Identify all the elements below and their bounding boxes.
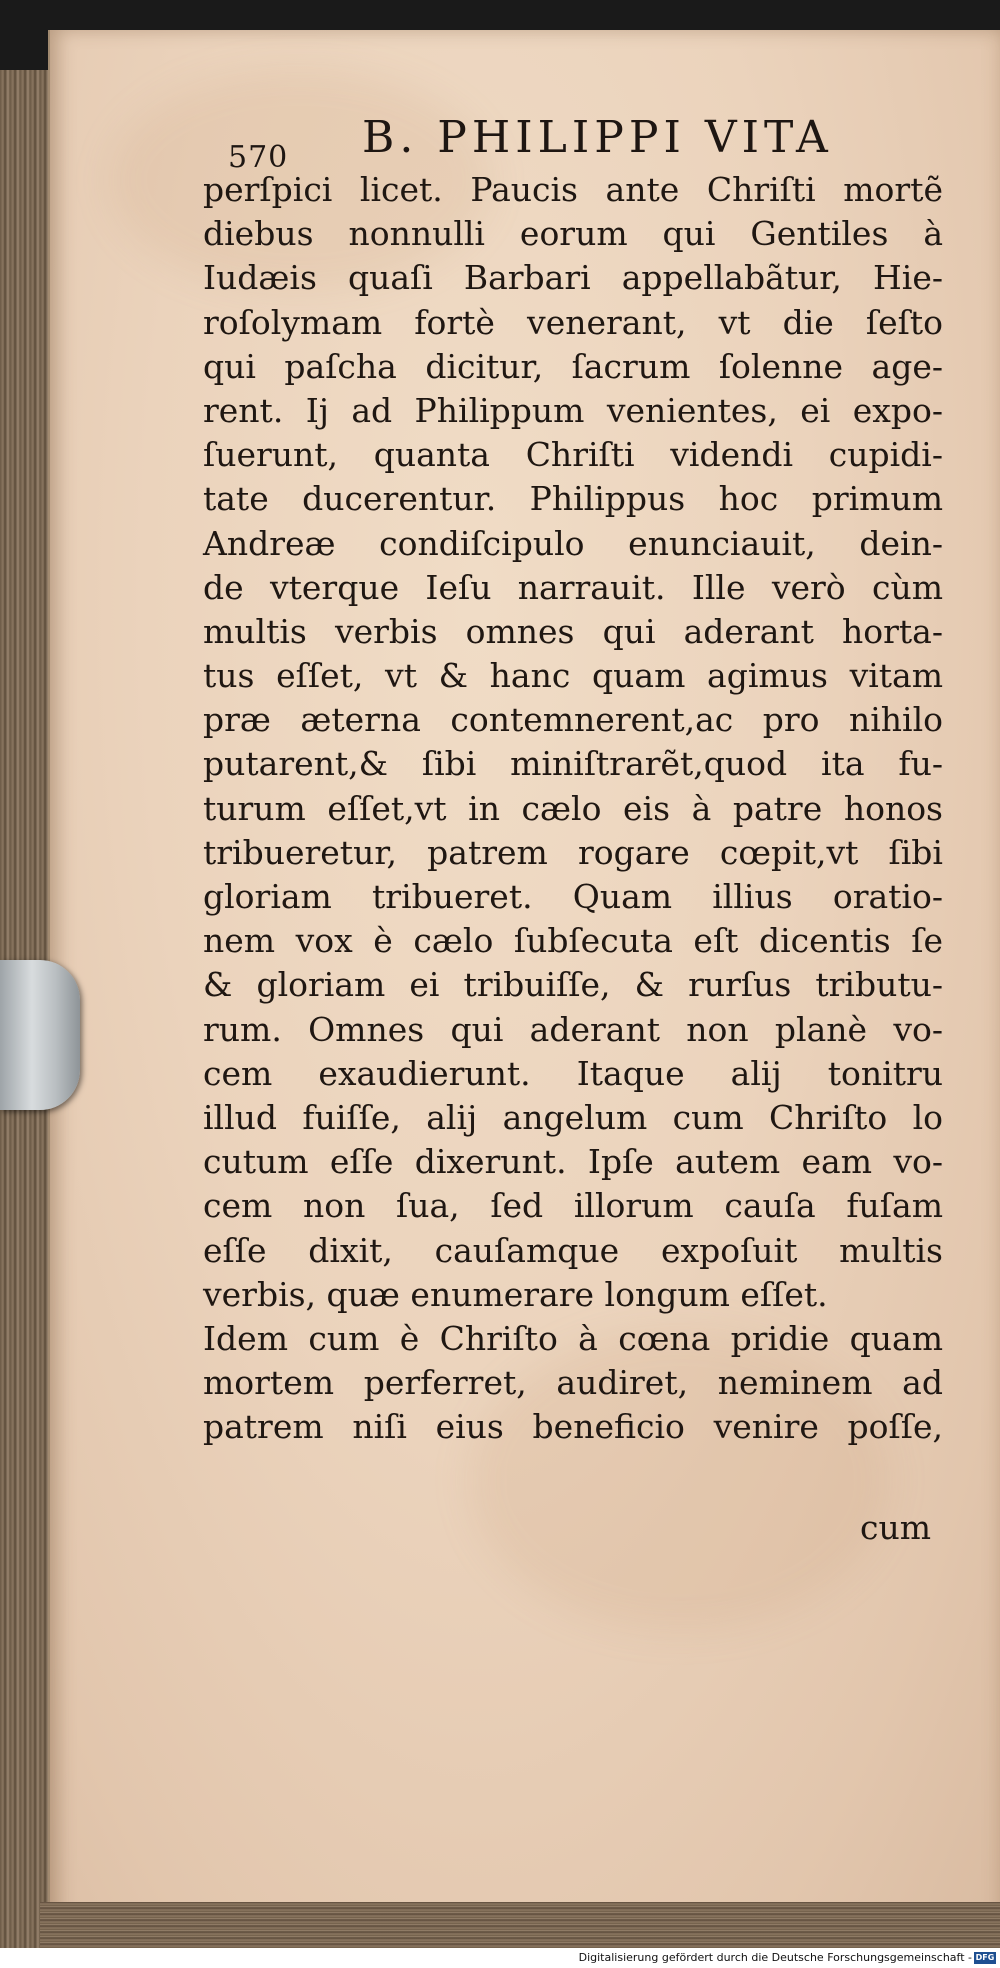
text-line: ſuerunt, quanta Chriſti videndi cupidi- [203, 435, 943, 475]
text-line: tate ducerentur. Philippus hoc primum [203, 479, 943, 519]
book-bottom-edge [40, 1902, 1000, 1948]
text-line: Andreæ condiſcipulo enunciauit, dein- [203, 523, 943, 563]
text-line: rent. Ij ad Philippum venientes, ei expo- [203, 390, 943, 430]
running-title: B. PHILIPPI VITA [362, 112, 833, 163]
dfg-logo-icon: DFG [975, 1953, 995, 1962]
page-clip [0, 960, 80, 1110]
body-text [203, 168, 943, 1449]
text-line: eſſe dixit, cauſamque expoſuit multis [203, 1230, 943, 1270]
text-line: cem exaudierunt. Itaque alij tonitru [203, 1053, 943, 1093]
text-line: de vterque Ieſu narrauit. Ille verò cùm [203, 567, 943, 607]
text-line: mortem perferret, audiret, neminem ad [203, 1363, 943, 1403]
text-line: rum. Omnes qui aderant non planè vo- [203, 1009, 943, 1049]
text-line: multis verbis omnes qui aderant horta- [203, 611, 943, 651]
text-line: illud fuiſſe, alij angelum cum Chriſto lo [203, 1097, 943, 1137]
text-line: perſpici licet. Paucis ante Chriſti mortẽ [203, 170, 943, 209]
text-line: tus eſſet, vt & hanc quam agimus vitam [203, 656, 943, 696]
text-line: putarent,& ſibi miniſtrarẽt,quod ita fu- [203, 744, 943, 784]
text-line: Idem cum è Chriſto à cœna pridie quam [203, 1318, 943, 1358]
text-line: diebus nonnulli eorum qui Gentiles à [203, 214, 943, 254]
text-line: patrem niſi eius beneficio venire poſſe, [203, 1407, 943, 1447]
text-line: nem vox è cælo ſubſecuta eſt dicentis ſe [203, 921, 943, 961]
digitization-footer [0, 1948, 1000, 1968]
text-line: cem non ſua, ſed illorum cauſa fuſam [203, 1186, 943, 1226]
catchword: cum [860, 1508, 932, 1547]
text-line: qui paſcha dicitur, ſacrum ſolenne age- [203, 346, 943, 386]
text-line: verbis, quæ enumerare longum eſſet. [203, 1274, 828, 1314]
text-line: Iudæis quaſi Barbari appellabãtur, Hie- [203, 258, 943, 298]
text-line: roſolymam fortè venerant, vt die ſeſto [203, 302, 943, 342]
text-line: tribueretur, patrem rogare cœpit,vt ſibi [203, 832, 943, 872]
page-number: 570 [228, 140, 289, 175]
text-line: turum eſſet,vt in cælo eis à patre honos [203, 788, 943, 828]
text-line: cutum eſſe dixerunt. Ipſe autem eam vo- [203, 1142, 943, 1182]
funding-credit: Digitalisierung gefördert durch die Deutsche Forschungsgemeinschaft - [578, 1951, 972, 1964]
text-line: præ æterna contemnerent,ac pro nihilo [203, 700, 943, 740]
text-line: gloriam tribueret. Quam illius oratio- [203, 877, 943, 916]
text-line: & gloriam ei tribuiſſe, & rurſus tributu- [203, 965, 943, 1005]
